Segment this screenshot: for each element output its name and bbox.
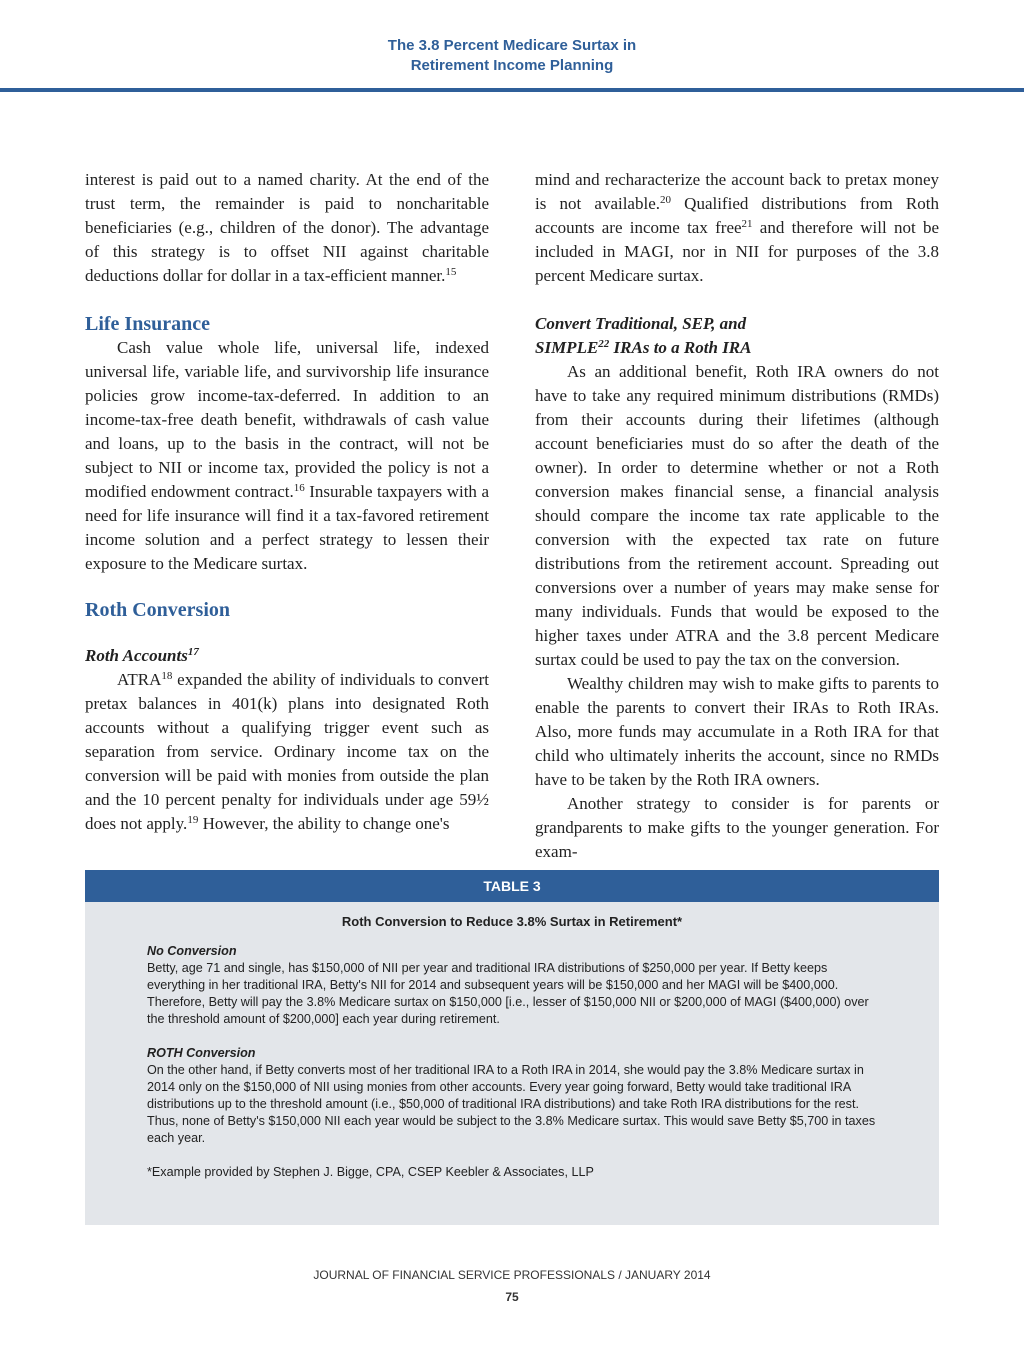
left-column: [85, 168, 489, 836]
roth-conversion-label: ROTH Conversion: [147, 1046, 256, 1060]
section-heading-life-insurance: Life Insurance: [85, 313, 210, 335]
footnote-ref[interactable]: 17: [187, 646, 199, 658]
table-label: TABLE 3: [85, 870, 939, 902]
no-conversion-text: Betty, age 71 and single, has $150,000 of NII per year and traditional IRA distributions of $250,000 per year. If Betty keeps everything in her traditional IRA, Betty's NII for 2014 and subsequent years will be $150,000 and her MAGI will be $400,000. Therefore, Betty will pay the 3.8% Medicare surtax on $150,000 [i.e., lesser of $150,000 NII or $200,000 of MAGI ($400,000) over the threshold amount of $200,000] each year during retirement.: [147, 961, 869, 1026]
running-header-line-2: Retirement Income Planning: [410, 57, 614, 74]
table-footnote: *Example provided by Stephen J. Bigge, CPA, CSEP Keebler & Associates, LLP: [147, 1165, 594, 1179]
subheading-roth-accounts: Roth Accounts$^{17}$: [85, 646, 199, 665]
header-rule: [0, 88, 1024, 92]
footnote-ref[interactable]: 19: [187, 814, 199, 826]
paragraph: interest is paid out to a named charity. At the end of the trust term, the remainder is paid to noncharitable beneficiaries (e.g., children of the donor). The advantage of this strategy is to offset NII against charitable deductions dollar for dollar in a tax-efficient manner.$^{15}$: [85, 170, 489, 285]
table-body: [85, 929, 939, 1181]
roth-conversion-text: On the other hand, if Betty converts most of her traditional IRA to a Roth IRA in 2014, she would pay the 3.8% Medicare surtax in 2014 only on the $150,000 of NII using monies from other accounts. Every year going forward, Betty would take traditional IRA distributions up to the threshold amount (i.e., $50,000 of traditional IRA distributions) and take Roth IRA distributions for the rest. Thus, none of Betty's $150,000 NII each year would be subject to the 3.8% Medicare surtax. This would save Betty $5,700 in taxes each year.: [147, 1063, 876, 1145]
journal-footer: JOURNAL OF FINANCIAL SERVICE PROFESSIONALS / JANUARY 2014: [313, 1268, 711, 1282]
footnote-ref[interactable]: 16: [293, 482, 305, 494]
section-heading-roth-conversion: Roth Conversion: [85, 599, 231, 621]
footnote-ref[interactable]: 22: [598, 338, 610, 350]
right-column: [535, 168, 939, 864]
table-3: [85, 870, 939, 1225]
subheading-convert-iras: Convert Traditional, SEP, and SIMPLE$^{22}$ IRAs to a Roth IRA: [535, 314, 752, 357]
paragraph: As an additional benefit, Roth IRA owners do not have to take any required minimum distributions (RMDs) from their accounts during their lifetimes (although account beneficiaries must do so after the death of the owner). In order to determine whether or not a Roth conversion makes financial sense, a financial analysis should compare the income tax rate applicable to the conversion with the expected tax rate on future distributions from the retirement account. Spreading out conversions over a number of years may make sense for many individuals. Funds that would be exposed to the higher taxes under ATRA and the 3.8 percent Medicare surtax could be used to pay the tax on the conversion.: [535, 362, 939, 669]
running-header: [0, 36, 1024, 76]
paragraph: Cash value whole life, universal life, indexed universal life, variable life, and survivorship life insurance policies grow income-tax-deferred. In addition to an income-tax-free death benefit, withdrawals of cash value and loans, up to the basis in the contract, will not be subject to NII or income tax, provided the policy is not a modified endowment contract.$^{16}$ Insurable taxpayers with a need for life insurance will find it a tax-favored retirement income solution and a perfect strategy to lessen their exposure to the Medicare surtax.: [85, 338, 489, 573]
footnote-ref[interactable]: 18: [161, 670, 173, 682]
page-number: 75: [505, 1290, 519, 1304]
table-title: Roth Conversion to Reduce 3.8% Surtax in Retirement*: [341, 914, 683, 929]
paragraph: Wealthy children may wish to make gifts to parents to enable the parents to convert their IRAs to Roth IRAs. Also, more funds may accumulate in a Roth IRA for that child who ultimately inherits the account, since no RMDs have to be taken by the Roth IRA owners.: [535, 674, 939, 789]
footnote-ref[interactable]: 20: [660, 194, 671, 206]
footnote-ref[interactable]: 21: [741, 218, 753, 230]
footnote-ref[interactable]: 15: [445, 266, 457, 278]
paragraph: mind and recharacterize the account back to pretax money is not available.$^{20}$ Qualified distributions from Roth accounts are income tax free$^{21}$ and therefore will not be included in MAGI, nor in NII for purposes of the 3.8 percent Medicare surtax.: [535, 170, 939, 285]
paragraph: Another strategy to consider is for parents or grandparents to make gifts to the younger generation. For exam-: [535, 794, 939, 861]
running-header-line-1: The 3.8 Percent Medicare Surtax in: [387, 37, 637, 54]
no-conversion-label: No Conversion: [147, 944, 237, 958]
paragraph: ATRA$^{18}$ expanded the ability of individuals to convert pretax balances in 401(k) plans into designated Roth accounts without a qualifying trigger event such as separation from service. Ordinary income tax on the conversion will be paid with monies from outside the plan and the 10 percent penalty for individuals under age 59½ does not apply.$^{19}$ However, the ability to change one's: [85, 670, 489, 833]
